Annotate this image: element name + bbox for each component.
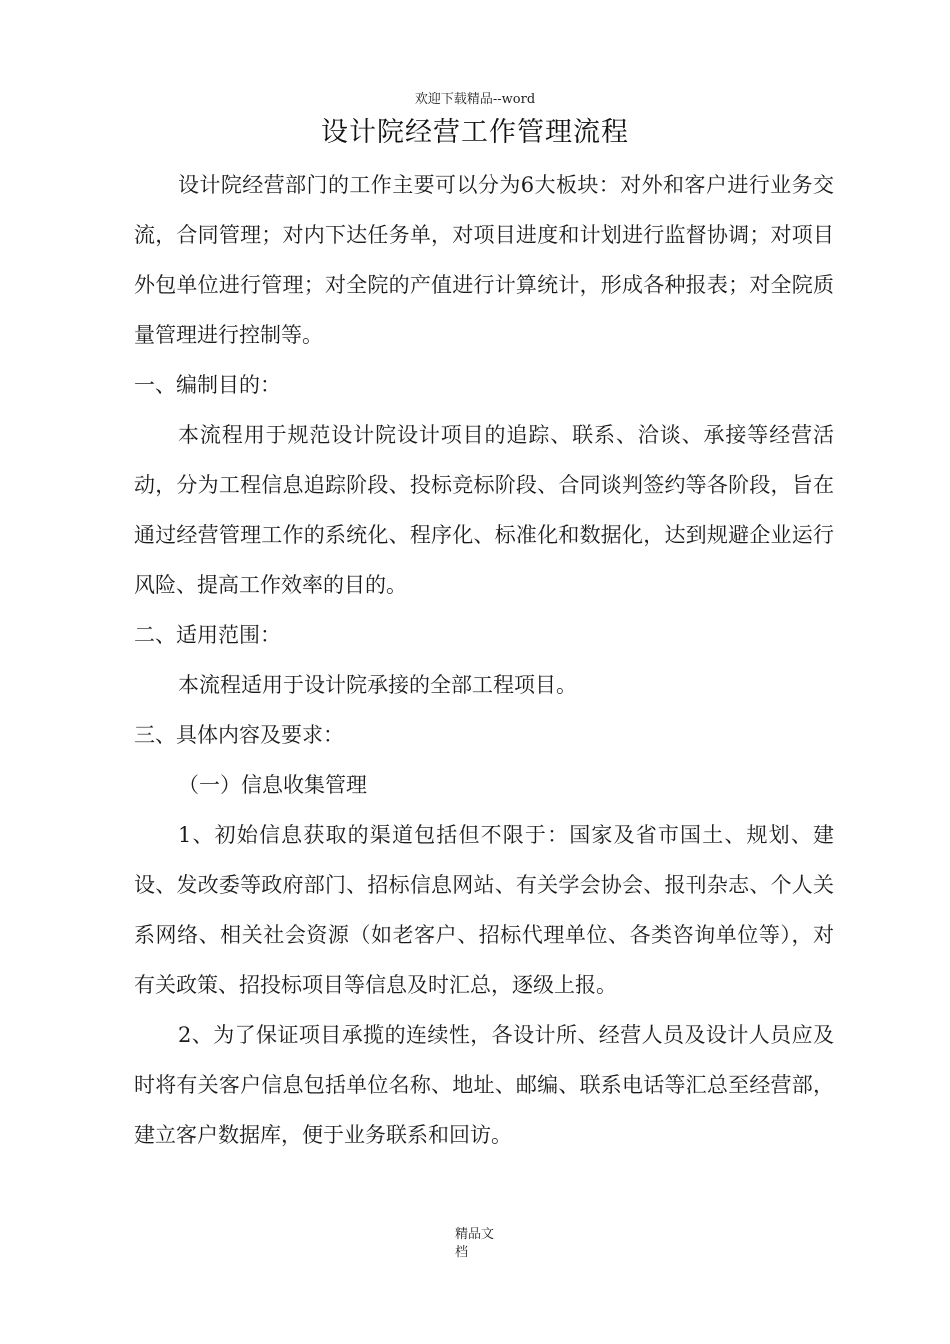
- page-header: 欢迎下载精品--word: [414, 92, 536, 107]
- scope-paragraph: 本流程适用于设计院承接的全部工程项目。: [178, 673, 577, 697]
- document-body: [134, 160, 834, 1160]
- section-heading-requirements: 三、具体内容及要求：: [134, 723, 344, 747]
- section-heading-scope: 二、适用范围：: [134, 623, 281, 647]
- purpose-paragraph: 本流程用于规范设计院设计项目的追踪、联系、洽谈、承接等经营活动，分为工程信息追踪阶段、投标竞标阶段、合同谈判签约等各阶段，旨在通过经营管理工作的系统化、程序化、标准化和数据化，达到规避企业运行风险、提高工作效率的目的。: [134, 423, 834, 597]
- section-heading-purpose: 一、编制目的：: [134, 373, 281, 397]
- item-1-paragraph: 1、初始信息获取的渠道包括但不限于：国家及省市国土、规划、建设、发改委等政府部门、招标信息网站、有关学会协会、报刊杂志、个人关系网络、相关社会资源（如老客户、招标代理单位、各类咨询单位等），对有关政策、招投标项目等信息及时汇总，逐级上报。: [134, 823, 834, 997]
- subsection-heading-info-collection: （一）信息收集管理: [178, 773, 367, 797]
- document-title: 设计院经营工作管理流程: [321, 117, 629, 148]
- intro-paragraph: 设计院经营部门的工作主要可以分为6大板块：对外和客户进行业务交流，合同管理；对内下达任务单，对项目进度和计划进行监督协调；对项目外包单位进行管理；对全院的产值进行计算统计，形成各种报表；对全院质量管理进行控制等。: [134, 173, 834, 347]
- item-2-paragraph: 2、为了保证项目承揽的连续性，各设计所、经营人员及设计人员应及时将有关客户信息包括单位名称、地址、邮编、联系电话等汇总至经营部，建立客户数据库，便于业务联系和回访。: [134, 1023, 834, 1147]
- footer-line-2: 档: [455, 1245, 469, 1260]
- footer-line-1: 精品文: [455, 1227, 495, 1242]
- page-footer: [455, 1226, 515, 1262]
